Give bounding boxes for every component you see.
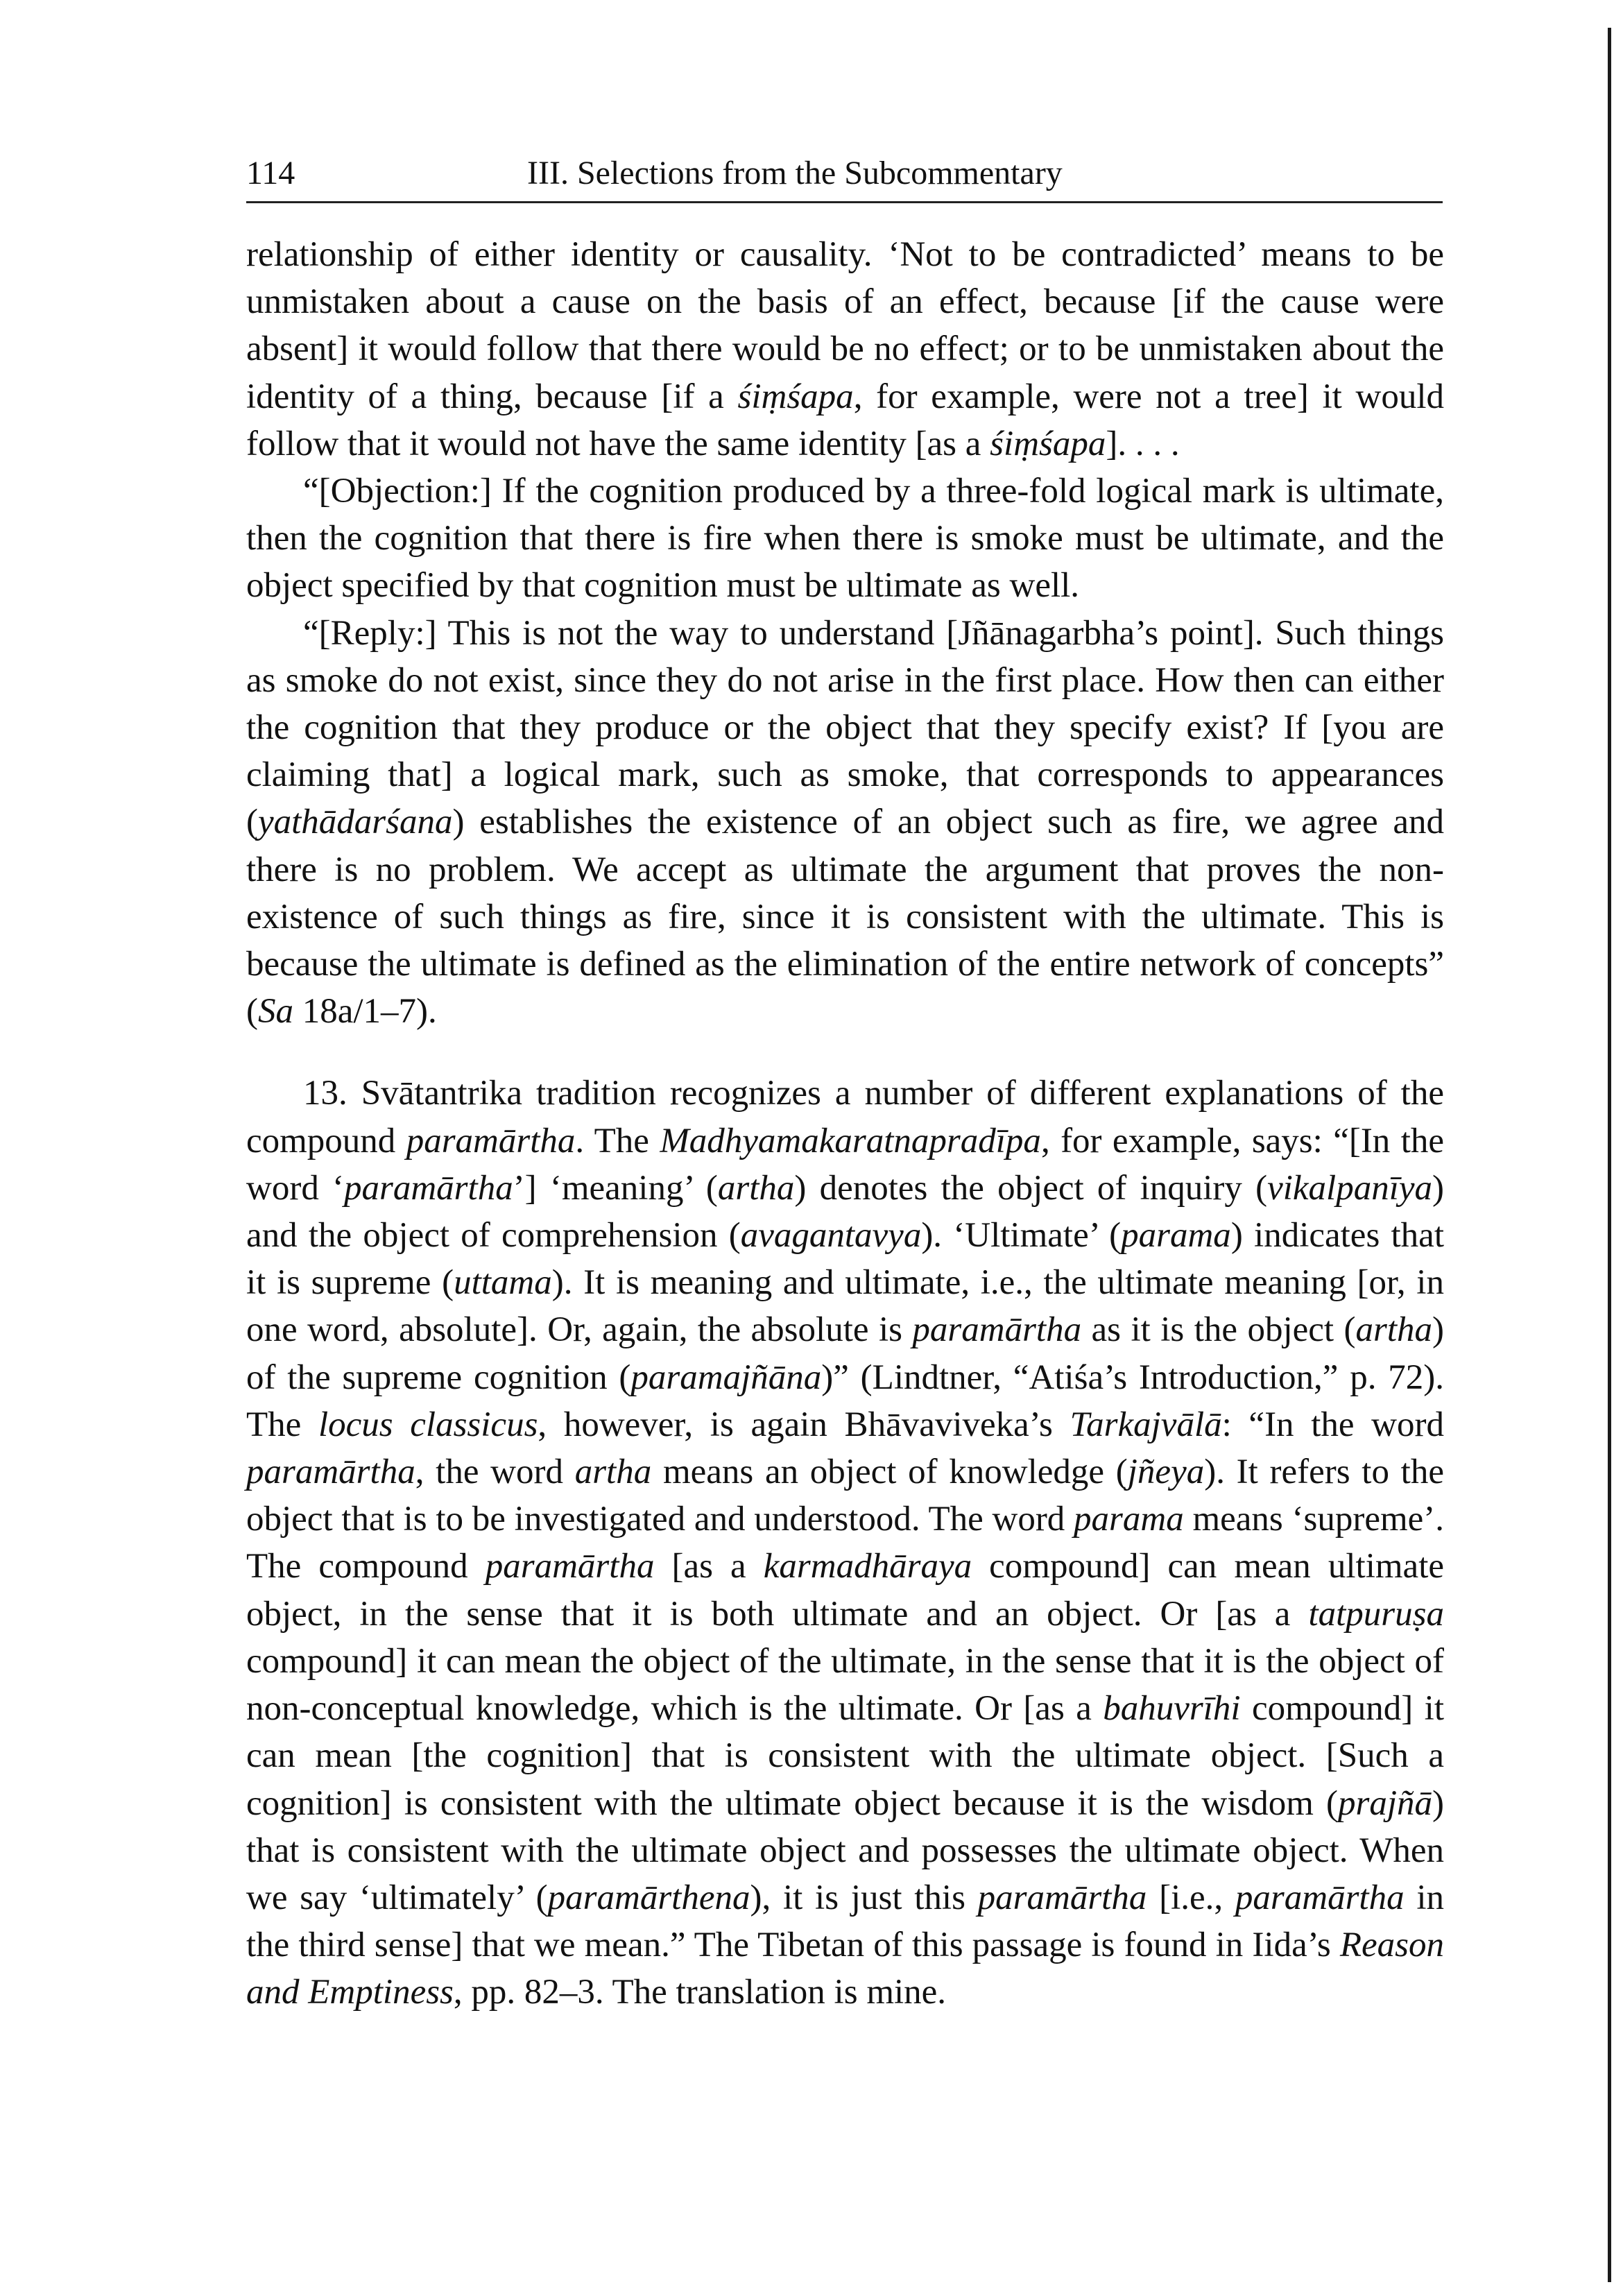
- page-number: 114: [246, 155, 295, 191]
- running-head: III. Selections from the Subcommentary: [527, 155, 1063, 191]
- paragraph-continuation: relationship of either identity or causality. ‘Not to be contradicted’ means to be unmistaken about a cause on the basis of an effect, because [if the cause were absent] it would follow that there would be no effect; or to be unmistaken about the identity of a thing, because [if a śiṃśapa, for example, were not a tree] it would follow that it would not have the same identity [as a śiṃśapa]. . . .: [246, 235, 1445, 463]
- body-text: [246, 231, 1444, 2016]
- page-edge-shadow: [1608, 28, 1611, 2282]
- page-header: [246, 146, 1443, 203]
- paragraph-objection: “[Objection:] If the cognition produced by a three-fold logical mark is ultimate, then the cognition that there is fire when there is smoke must be ultimate, and the object specified by that cognition must be ultimate as well.: [246, 472, 1444, 606]
- paragraph-reply: “[Reply:] This is not the way to understand [Jñānagarbha’s point]. Such things as smoke do not exist, since they do not arise in the first place. How then can either the cognition that they produce or the object that they specify exist? If [you are claiming that] a logical mark, such as smoke, that corresponds to appearances (yathādarśana) establishes the existence of an object such as fire, we agree and there is no problem. We accept as ultimate the argument that proves the non-existence of such things as fire, since it is consistent with the ultimate. This is because the ultimate is defined as the elimination of the entire network of concepts” (Sa 18a/1–7).: [246, 613, 1444, 1031]
- note-13: 13. Svātantrika tradition recognizes a number of different explanations of the compound paramārtha. The Madhyamakaratnapradīpa, for example, says: “[In the word ‘paramārtha’] ‘meaning’ (artha) denotes the object of inquiry (vikalpanīya) and the object of comprehension (avagantavya). ‘Ultimate’ (parama) indicates that it is supreme (uttama). It is meaning and ultimate, i.e., the ultimate meaning [or, in one word, absolute]. Or, again, the absolute is paramārtha as it is the object (artha) of the supreme cognition (paramajñāna)” (Lindtner, “Atiśa’s Introduction,” p. 72). The locus classicus, however, is again Bhāvaviveka’s Tarkajvālā: “In the word paramārtha, the word artha means an object of knowledge (jñeya). It refers to the object that is to be investigated and understood. The word parama means ‘supreme’. The compound paramārtha [as a karmadhāraya compound] can mean ultimate object, in the sense that it is both ultimate and an object. Or [as a tatpuruṣa compound] it can mean the object of the ultimate, in the sense that it is the object of non-conceptual knowledge, which is the ultimate. Or [as a bahuvrīhi compound] it can mean [the cognition] that is consistent with the ultimate object. [Such a cognition] is consistent with the ultimate object because it is the wisdom (prajñā) that is consistent with the ultimate object and possesses the ultimate object. When we say ‘ultimately’ (paramārthena), it is just this paramārtha [i.e., paramārtha in the third sense] that we mean.” The Tibetan of this passage is found in Iida’s Reason and Emptiness, pp. 82–3. The translation is mine.: [246, 1074, 1445, 2012]
